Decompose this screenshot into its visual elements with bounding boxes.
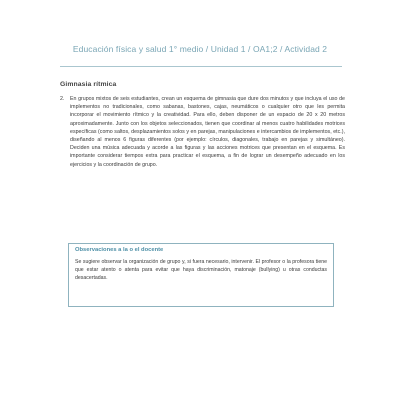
section-title: Gimnasia rítmica bbox=[60, 81, 117, 88]
page-header: Educación física y salud 1° medio / Unidad 1 / OA1;2 / Actividad 2 bbox=[72, 44, 328, 54]
observations-text: Se sugiere observar la organización de grupo y, si fuera necesario, intervenir. El profesor o la profesora tiene que estar atento o atenta para evitar que haya discriminación, matonaje (bullying) u otras conductas desacertadas. bbox=[75, 259, 327, 282]
header-divider bbox=[60, 66, 342, 67]
item-number: 2. bbox=[60, 96, 65, 102]
item-text: En grupos mixtos de seis estudiantes, crean un esquema de gimnasia que dure dos minutos y que incluya el uso de implementos no tradicionales, como sabanas, bastones, cajas, neumáticos o cualquier otro que les permita incorporar el movimiento rítmico y la creatividad. Para ello, deben disponer de un espacio de 20 x 20 metros aproximadamente. Junto con los objetos seleccionados, tienen que coordinar al menos cuatro habilidades motrices específicas (como saltos, desplazamientos solos y en parejas, manipulaciones e intercambios de implementos, etc.), diseñando al menos 6 figuras diferentes (por ejemplo: círculos, diagonales, trabajo en parejas y simultáneo). Deciden una música adecuada y acorde a las figuras y las acciones motrices que presentan en el esquema. Es importante considerar tiempos extra para practicar el esquema, a fin de lograr un desempeño adecuado en los ejercicios y la coordinación de grupo. bbox=[70, 96, 345, 168]
activity-item bbox=[60, 95, 345, 169]
observations-box bbox=[68, 243, 334, 307]
observations-title: Observaciones a la o el docente bbox=[75, 247, 164, 253]
